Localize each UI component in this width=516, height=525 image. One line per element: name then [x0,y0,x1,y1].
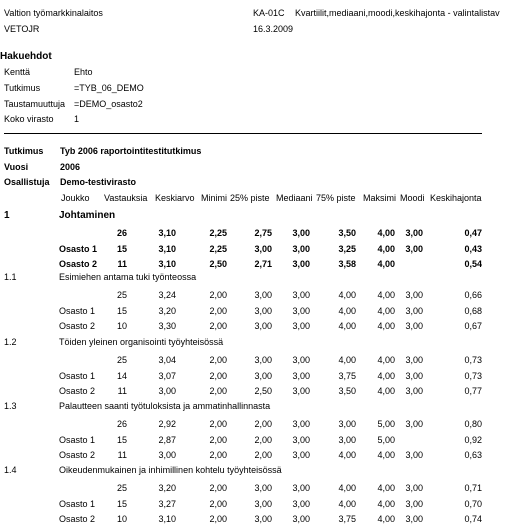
criteria-title: Hakuehdot [0,51,52,62]
subsection-title: Oikeudenmukainen ja inhimillinen kohtelu työyhteisössä [59,465,282,475]
cell-mean: 3,20 [158,305,176,316]
cell-median: 3,00 [292,228,310,238]
divider [4,133,482,134]
cell-sd: 0,74 [464,514,482,524]
cell-p75: 4,00 [338,355,356,365]
cell-p75: 3,25 [338,244,356,254]
criteria-value: =DEMO_osasto2 [74,99,143,109]
osallistuja-value: Demo-testivirasto [60,177,137,187]
cell-group: Osasto 1 [59,305,96,316]
criteria-value: =TYB_06_DEMO [74,83,144,93]
cell-max: 4,00 [377,355,395,365]
cell-min: 2,00 [209,355,227,365]
cell-median: 3,00 [292,244,310,254]
department: VETOJR [4,24,40,34]
cell-sd: 0,71 [464,483,482,493]
vuosi-label: Vuosi [4,162,29,172]
section-title: Johtaminen [59,210,116,221]
cell-max: 4,00 [377,228,395,238]
cell-median: 3,00 [292,419,310,429]
cell-p75: 3,75 [338,370,356,381]
criteria-value: 1 [74,114,80,124]
cell-sd: 0,54 [464,259,482,269]
cell-p25: 2,00 [254,450,272,460]
criteria-field-header: Kenttä [4,67,31,77]
cell-p25: 2,50 [254,386,272,396]
cell-mean: 3,27 [158,498,176,509]
cell-mode: 3,00 [405,450,423,460]
cell-group: Osasto 2 [59,514,96,524]
cell-min: 2,00 [209,290,227,300]
cell-sd: 0,47 [464,228,482,238]
cell-mean: 3,20 [158,483,176,493]
cell-group: Osasto 2 [59,321,96,331]
cell-mode: 3,00 [405,419,423,429]
cell-max: 4,00 [377,244,395,254]
cell-mean: 3,10 [158,514,176,524]
cell-mode: 3,00 [405,514,423,524]
subsection-number: 1.4 [4,465,17,475]
cell-p25: 3,00 [254,305,272,316]
tutkimus-label: Tutkimus [4,146,44,156]
col-p75: 75% piste [316,193,356,203]
cell-n: 25 [116,483,127,493]
cell-p25: 3,00 [254,321,272,331]
cell-median: 3,00 [292,434,310,445]
cell-mean: 3,00 [158,386,176,396]
cell-max: 4,00 [377,259,395,269]
subsection-title: Esimiehen antama tuki työnteossa [59,272,197,282]
cell-group: Osasto 2 [59,259,98,269]
cell-mode: 3,00 [405,244,423,254]
subsection-title: Töiden yleinen organisointi työyhteisössä [59,337,224,347]
cell-sd: 0,92 [464,434,482,445]
cell-max: 4,00 [377,290,395,300]
cell-max: 4,00 [377,370,395,381]
cell-mean: 3,10 [158,244,176,254]
cell-sd: 0,63 [464,450,482,460]
cell-sd: 0,67 [464,321,482,331]
cell-mode: 3,00 [405,498,423,509]
cell-mode: 3,00 [405,228,423,238]
tutkimus-value: Tyb 2006 raportointitestitutkimus [60,146,202,156]
cell-n: 15 [116,498,127,509]
cell-mode: 3,00 [405,483,423,493]
cell-mean: 2,92 [158,419,176,429]
cell-p25: 3,00 [254,498,272,509]
criteria-field: Tutkimus [4,83,41,93]
cell-n: 25 [116,290,127,300]
col-p25: 25% piste [230,193,270,203]
cell-group: Osasto 1 [59,244,98,254]
cell-mode: 3,00 [405,355,423,365]
cell-mean: 3,10 [158,228,176,238]
cell-n: 26 [116,419,127,429]
cell-n: 14 [116,370,127,381]
report-code: KA-01C [253,8,285,18]
cell-p25: 2,00 [254,419,272,429]
cell-mean: 3,10 [158,259,176,269]
criteria-condition-header: Ehto [74,67,93,77]
col-minimi: Minimi [201,193,227,203]
cell-sd: 0,66 [464,290,482,300]
cell-n: 10 [116,321,127,331]
subsection-number: 1.3 [4,401,17,411]
col-vastauksia: Vastauksia [104,193,148,203]
cell-group: Osasto 2 [59,386,96,396]
cell-sd: 0,68 [464,305,482,316]
cell-mode: 3,00 [405,386,423,396]
cell-n: 26 [116,228,127,238]
subsection-title: Palautteen saanti työtuloksista ja ammatinhallinnasta [59,401,271,411]
cell-mode: 3,00 [405,290,423,300]
cell-n: 11 [117,386,127,396]
cell-min: 2,00 [209,514,227,524]
cell-median: 3,00 [292,498,310,509]
cell-min: 2,00 [209,450,227,460]
cell-median: 3,00 [292,370,310,381]
cell-p75: 4,00 [338,498,356,509]
cell-n: 11 [117,450,127,460]
cell-max: 4,00 [377,498,395,509]
cell-min: 2,50 [209,259,227,269]
cell-min: 2,25 [209,244,227,254]
col-keskihajonta: Keskihajonta [430,193,482,203]
cell-p25: 3,00 [254,514,272,524]
cell-mean: 3,07 [158,370,176,381]
cell-min: 2,00 [209,483,227,493]
cell-max: 5,00 [377,434,395,445]
cell-n: 15 [116,305,127,316]
cell-p75: 3,75 [338,514,356,524]
cell-group: Osasto 1 [59,498,96,509]
cell-mode: 3,00 [405,370,423,381]
cell-p75: 4,00 [338,450,356,460]
cell-mean: 3,04 [158,355,176,365]
cell-sd: 0,77 [464,386,482,396]
cell-group: Osasto 1 [59,434,96,445]
cell-n: 10 [116,514,127,524]
cell-max: 4,00 [377,450,395,460]
cell-max: 5,00 [377,419,395,429]
col-keskiarvo: Keskiarvo [155,193,195,203]
cell-mode: 3,00 [405,305,423,316]
osallistuja-label: Osallistuja [4,177,50,187]
cell-p25: 3,00 [254,244,272,254]
cell-p75: 3,50 [338,228,356,238]
subsection-number: 1.1 [4,272,17,282]
col-moodi: Moodi [400,193,425,203]
cell-median: 3,00 [292,355,310,365]
vuosi-value: 2006 [60,162,81,172]
col-maksimi: Maksimi [363,193,396,203]
cell-p25: 3,00 [254,370,272,381]
cell-p25: 2,00 [254,434,272,445]
subsection-number: 1.2 [4,337,17,347]
report-title: Kvartiilit,mediaani,moodi,keskihajonta - valintalistav [295,8,500,18]
cell-min: 2,00 [209,321,227,331]
cell-max: 4,00 [377,305,395,316]
cell-mode: 3,00 [405,321,423,331]
cell-n: 25 [116,355,127,365]
cell-p75: 4,00 [338,290,356,300]
org-name: Valtion työmarkkinalaitos [4,8,103,18]
cell-min: 2,00 [209,498,227,509]
cell-group: Osasto 1 [59,370,96,381]
cell-median: 3,00 [292,321,310,331]
cell-median: 3,00 [292,450,310,460]
cell-mean: 2,87 [158,434,176,445]
cell-p75: 4,00 [338,483,356,493]
cell-p25: 2,71 [254,259,272,269]
section-number: 1 [4,210,10,221]
cell-n: 11 [117,259,127,269]
cell-max: 4,00 [377,483,395,493]
cell-max: 4,00 [377,386,395,396]
cell-median: 3,00 [292,259,310,269]
cell-max: 4,00 [377,321,395,331]
cell-p75: 3,58 [338,259,356,269]
cell-min: 2,00 [209,370,227,381]
cell-median: 3,00 [292,386,310,396]
cell-p75: 3,00 [338,434,356,445]
cell-p25: 2,75 [254,228,272,238]
cell-p75: 3,50 [338,386,356,396]
cell-p75: 4,00 [338,305,356,316]
cell-median: 3,00 [292,305,310,316]
cell-sd: 0,73 [464,355,482,365]
cell-p75: 4,00 [338,321,356,331]
cell-n: 15 [116,244,127,254]
cell-min: 2,00 [209,434,227,445]
cell-n: 15 [116,434,127,445]
cell-sd: 0,80 [464,419,482,429]
criteria-field: Taustamuuttuja [4,99,66,109]
cell-p25: 3,00 [254,290,272,300]
cell-sd: 0,73 [464,370,482,381]
cell-mean: 3,30 [158,321,176,331]
cell-median: 3,00 [292,514,310,524]
cell-min: 2,00 [209,305,227,316]
cell-max: 4,00 [377,514,395,524]
col-mediaani: Mediaani [276,193,313,203]
cell-mean: 3,24 [158,290,176,300]
cell-min: 2,00 [209,386,227,396]
cell-sd: 0,70 [464,498,482,509]
cell-group: Osasto 2 [59,450,96,460]
cell-min: 2,25 [209,228,227,238]
cell-p25: 3,00 [254,355,272,365]
cell-min: 2,00 [209,419,227,429]
criteria-field: Koko virasto [4,114,54,124]
cell-p25: 3,00 [254,483,272,493]
cell-median: 3,00 [292,290,310,300]
cell-p75: 3,00 [338,419,356,429]
cell-median: 3,00 [292,483,310,493]
cell-mean: 3,00 [158,450,176,460]
cell-sd: 0,43 [464,244,482,254]
col-joukko: Joukko [61,193,90,203]
report-date: 16.3.2009 [253,24,294,34]
